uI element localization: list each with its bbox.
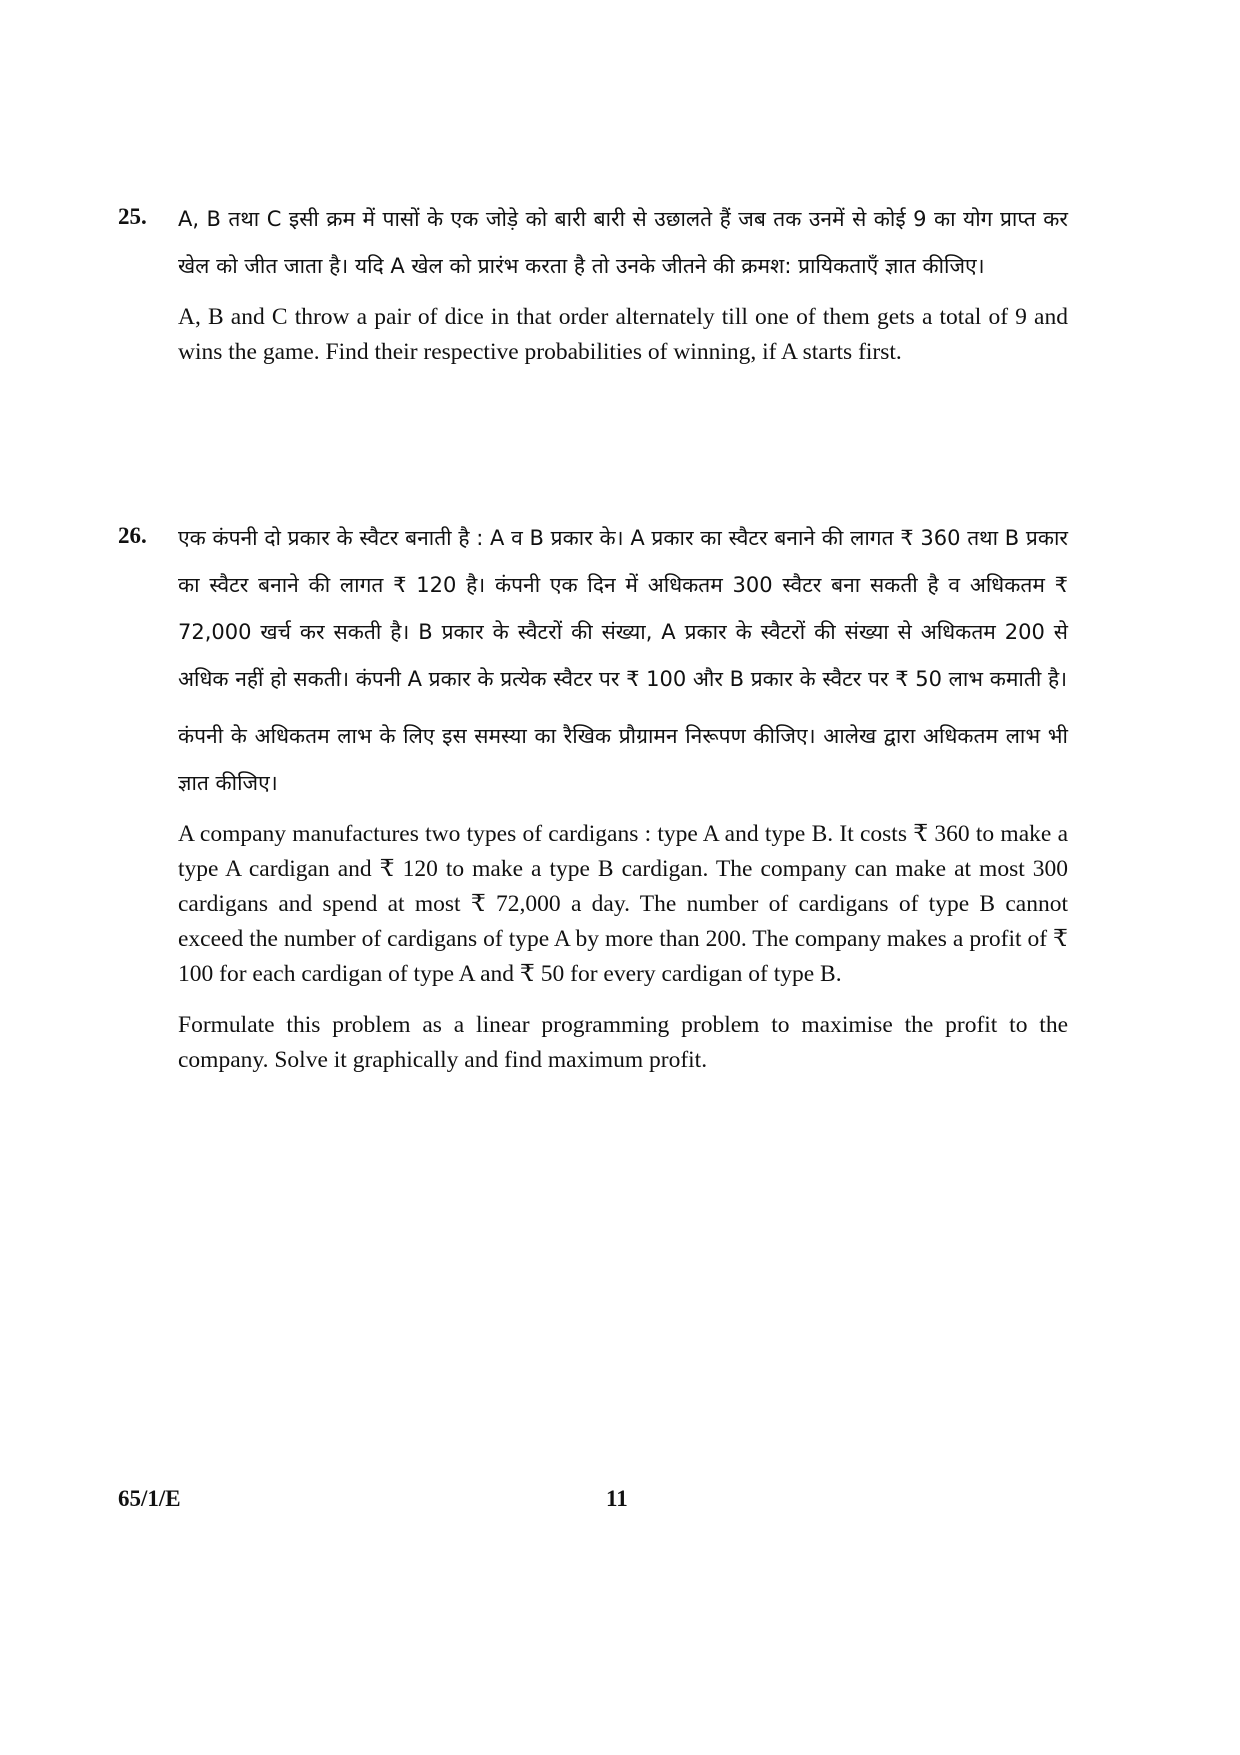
paper-code: 65/1/E xyxy=(118,1486,181,1511)
question-text-english: A company manufactures two types of cardigans : type A and type B. It costs ₹ 360 to make a type A cardigan and ₹ 120 to make a type B cardigan. The company can make at most 300 cardigans and spend at most ₹ 72,000 a day. The number of cardigans of type B cannot exceed the number of cardigans of type A by more than 200. The company makes a profit of ₹ 100 for each cardigan of type A and ₹ 50 for every cardigan of type B. xyxy=(178,821,1068,987)
question-25 xyxy=(118,196,1068,370)
question-body xyxy=(178,515,1068,1078)
question-body xyxy=(178,196,1068,370)
page-number: 11 xyxy=(606,1486,628,1511)
question-number: 25. xyxy=(118,204,147,229)
question-instruction-english: Formulate this problem as a linear programming problem to maximise the profit to the company. Solve it graphically and find maximum profit. xyxy=(178,1012,1068,1073)
question-text-english: A, B and C throw a pair of dice in that order alternately till one of them gets a total of 9 and wins the game. Find their respective probabilities of winning, if A starts first. xyxy=(178,304,1068,365)
question-number: 26. xyxy=(118,523,147,548)
question-instruction-hindi: कंपनी के अधिकतम लाभ के लिए इस समस्या का रैखिक प्रौग्रामन निरूपण कीजिए। आलेख द्वारा अधिकतम लाभ भी ज्ञात कीजिए। xyxy=(178,724,1068,795)
question-26 xyxy=(118,515,1068,1078)
question-text-hindi: A, B तथा C इसी क्रम में पासों के एक जोड़े को बारी बारी से उछालते हैं जब तक उनमें से कोई 9 का योग प्राप्त कर खेल को जीत जाता है। यदि A खेल को प्रारंभ करता है तो उनके जीतने की क्रमश: प्रायिकताएँ ज्ञात कीजिए। xyxy=(178,207,1068,278)
question-text-hindi: एक कंपनी दो प्रकार के स्वैटर बनाती है : A व B प्रकार के। A प्रकार का स्वैटर बनाने की लागत ₹ 360 तथा B प्रकार का स्वैटर बनाने की लागत ₹ 120 है। कंपनी एक दिन में अधिकतम 300 स्वैटर बना सकती है व अधिकतम ₹ 72,000 खर्च कर सकती है। B प्रकार के स्वैटरों की संख्या, A प्रकार के स्वैटरों की संख्या से अधिकतम 200 से अधिक नहीं हो सकती। कंपनी A प्रकार के प्रत्येक स्वैटर पर ₹ 100 और B प्रकार के स्वैटर पर ₹ 50 लाभ कमाती है। xyxy=(178,526,1068,691)
